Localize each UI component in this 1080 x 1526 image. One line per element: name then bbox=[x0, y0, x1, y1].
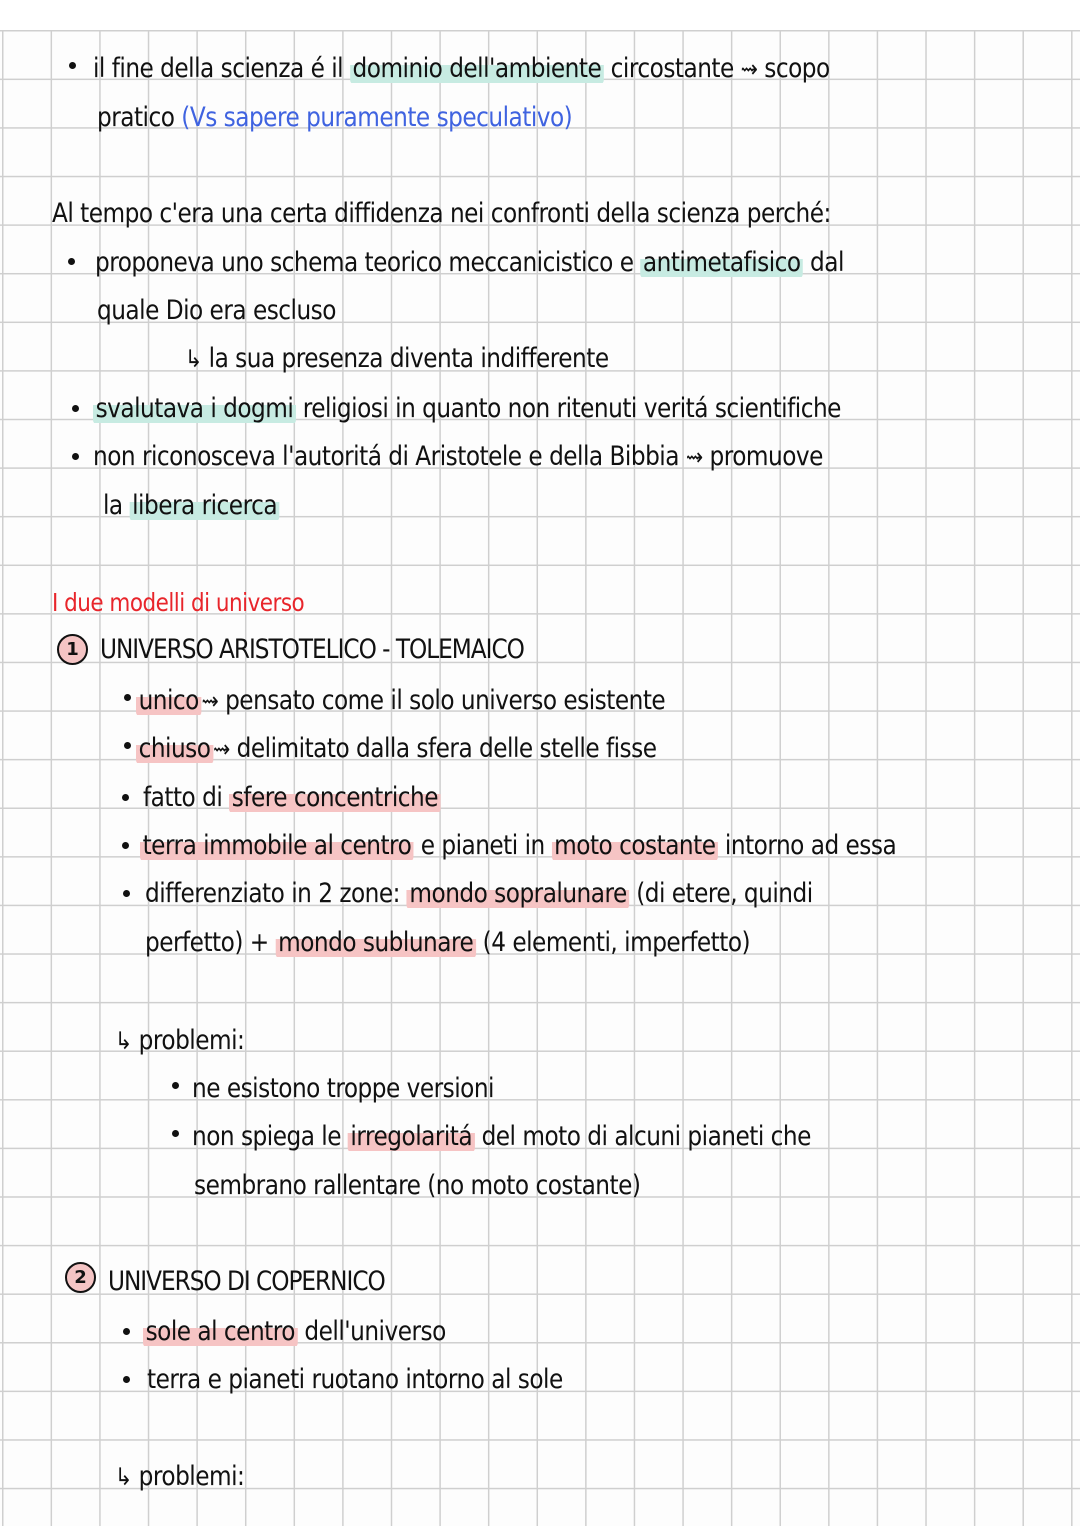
note-line bbox=[103, 489, 280, 523]
text: differenziato in 2 zone: bbox=[145, 878, 407, 909]
bullet-dot bbox=[123, 1328, 130, 1335]
note-line bbox=[140, 829, 896, 863]
text: (4 elementi, imperfetto) bbox=[475, 927, 751, 958]
note-line bbox=[97, 101, 572, 135]
highlight-green: svalutava i dogmi bbox=[93, 393, 296, 424]
squiggle-arrow-icon: ⇝ bbox=[740, 55, 758, 83]
note-line bbox=[97, 294, 336, 328]
text: dell'universo bbox=[297, 1316, 446, 1347]
number-text: 1 bbox=[66, 639, 79, 660]
bullet-dot bbox=[124, 694, 131, 701]
text: scopo bbox=[757, 53, 830, 84]
bullet-dot bbox=[72, 453, 79, 460]
note-line bbox=[136, 684, 665, 718]
highlight-pink: irregolaritá bbox=[348, 1121, 475, 1152]
squiggle-arrow-icon: ⇝ bbox=[685, 443, 703, 471]
number-badge bbox=[57, 634, 88, 665]
paragraph-intro bbox=[52, 197, 831, 231]
text: religiosi in quanto non ritenuti veritá scientifiche bbox=[295, 393, 841, 424]
note-line bbox=[145, 877, 813, 911]
text: il fine della scienza é il bbox=[93, 53, 350, 84]
bullet-dot bbox=[172, 1130, 179, 1137]
text: del moto di alcuni pianeti che bbox=[474, 1121, 811, 1152]
text: fatto di bbox=[143, 782, 230, 813]
note-line bbox=[192, 1072, 494, 1106]
note-line bbox=[93, 440, 823, 474]
problems-label bbox=[115, 1460, 244, 1494]
squiggle-arrow-icon: ⇝ bbox=[201, 687, 219, 715]
text: proponeva uno schema teorico meccanicistico e bbox=[95, 247, 641, 278]
note-line bbox=[192, 1120, 811, 1154]
bullet-dot bbox=[172, 1082, 179, 1089]
text: quale Dio era escluso bbox=[97, 295, 336, 326]
note-line bbox=[145, 926, 750, 960]
text: la sua presenza diventa indifferente bbox=[208, 343, 609, 374]
bullet-dot bbox=[69, 62, 76, 69]
highlight-pink: sfere concentriche bbox=[229, 782, 440, 813]
note-line bbox=[143, 781, 441, 815]
bullet-dot bbox=[123, 890, 130, 897]
text: delimitato dalla sfera delle stelle fisse bbox=[229, 733, 657, 764]
text: ne esistono troppe versioni bbox=[192, 1073, 494, 1104]
text: Al tempo c'era una certa diffidenza nei confronti della scienza perché: bbox=[52, 198, 831, 229]
hook-arrow-icon: ↳ bbox=[115, 1027, 132, 1055]
text: problemi: bbox=[138, 1461, 245, 1492]
text: promuove bbox=[702, 441, 823, 472]
bullet-dot bbox=[68, 258, 75, 265]
bullet-dot bbox=[122, 794, 129, 801]
highlight-pink: chiuso bbox=[136, 733, 213, 764]
highlight-pink: sole al centro bbox=[143, 1316, 298, 1347]
text: terra e pianeti ruotano intorno al sole bbox=[147, 1364, 563, 1395]
highlight-pink: mondo sublunare bbox=[276, 927, 476, 958]
text: pratico bbox=[97, 102, 182, 133]
text: perfetto) + bbox=[145, 927, 276, 958]
text: la bbox=[103, 490, 130, 521]
bullet-dot bbox=[72, 405, 79, 412]
bullet-dot bbox=[124, 742, 131, 749]
note-line bbox=[93, 52, 830, 86]
squiggle-arrow-icon: ⇝ bbox=[213, 735, 230, 763]
title-text: UNIVERSO ARISTOTELICO - TOLEMAICO bbox=[100, 634, 524, 665]
number-badge bbox=[65, 1262, 96, 1293]
text: circostante bbox=[603, 53, 741, 84]
blue-note: (Vs sapere puramente speculativo) bbox=[181, 102, 573, 133]
highlight-pink: moto costante bbox=[552, 830, 718, 861]
text: dal bbox=[803, 247, 844, 278]
text: pensato come il solo universo esistente bbox=[218, 685, 666, 716]
section-heading bbox=[52, 586, 304, 620]
highlight-pink: mondo sopralunare bbox=[407, 878, 630, 909]
highlight-green: dominio dell'ambiente bbox=[350, 53, 604, 84]
note-line bbox=[136, 732, 657, 766]
hook-arrow-icon: ↳ bbox=[185, 345, 202, 373]
highlight-pink: unico bbox=[136, 685, 201, 716]
note-line bbox=[185, 342, 609, 376]
note-line bbox=[93, 392, 841, 426]
highlight-pink: terra immobile al centro bbox=[140, 830, 414, 861]
model-title bbox=[100, 633, 524, 667]
text: non spiega le bbox=[192, 1121, 348, 1152]
heading-text: I due modelli di universo bbox=[52, 588, 305, 617]
text: non riconosceva l'autoritá di Aristotele e della Bibbia bbox=[93, 441, 686, 472]
model-title bbox=[108, 1265, 385, 1299]
note-line bbox=[143, 1315, 446, 1349]
highlight-green: libera ricerca bbox=[130, 490, 280, 521]
bullet-dot bbox=[122, 842, 129, 849]
text: sembrano rallentare (no moto costante) bbox=[194, 1170, 641, 1201]
text: intorno ad essa bbox=[718, 830, 897, 861]
hook-arrow-icon: ↳ bbox=[115, 1463, 132, 1491]
text: problemi: bbox=[138, 1025, 245, 1056]
note-line bbox=[95, 246, 844, 280]
note-line bbox=[194, 1169, 640, 1203]
problems-label bbox=[115, 1024, 244, 1058]
note-line bbox=[147, 1363, 563, 1397]
title-text: UNIVERSO DI COPERNICO bbox=[108, 1266, 385, 1297]
highlight-green: antimetafisico bbox=[640, 247, 803, 278]
text: e pianeti in bbox=[413, 830, 552, 861]
number-text: 2 bbox=[74, 1267, 87, 1288]
bullet-dot bbox=[123, 1376, 130, 1383]
text: (di etere, quindi bbox=[629, 878, 813, 909]
